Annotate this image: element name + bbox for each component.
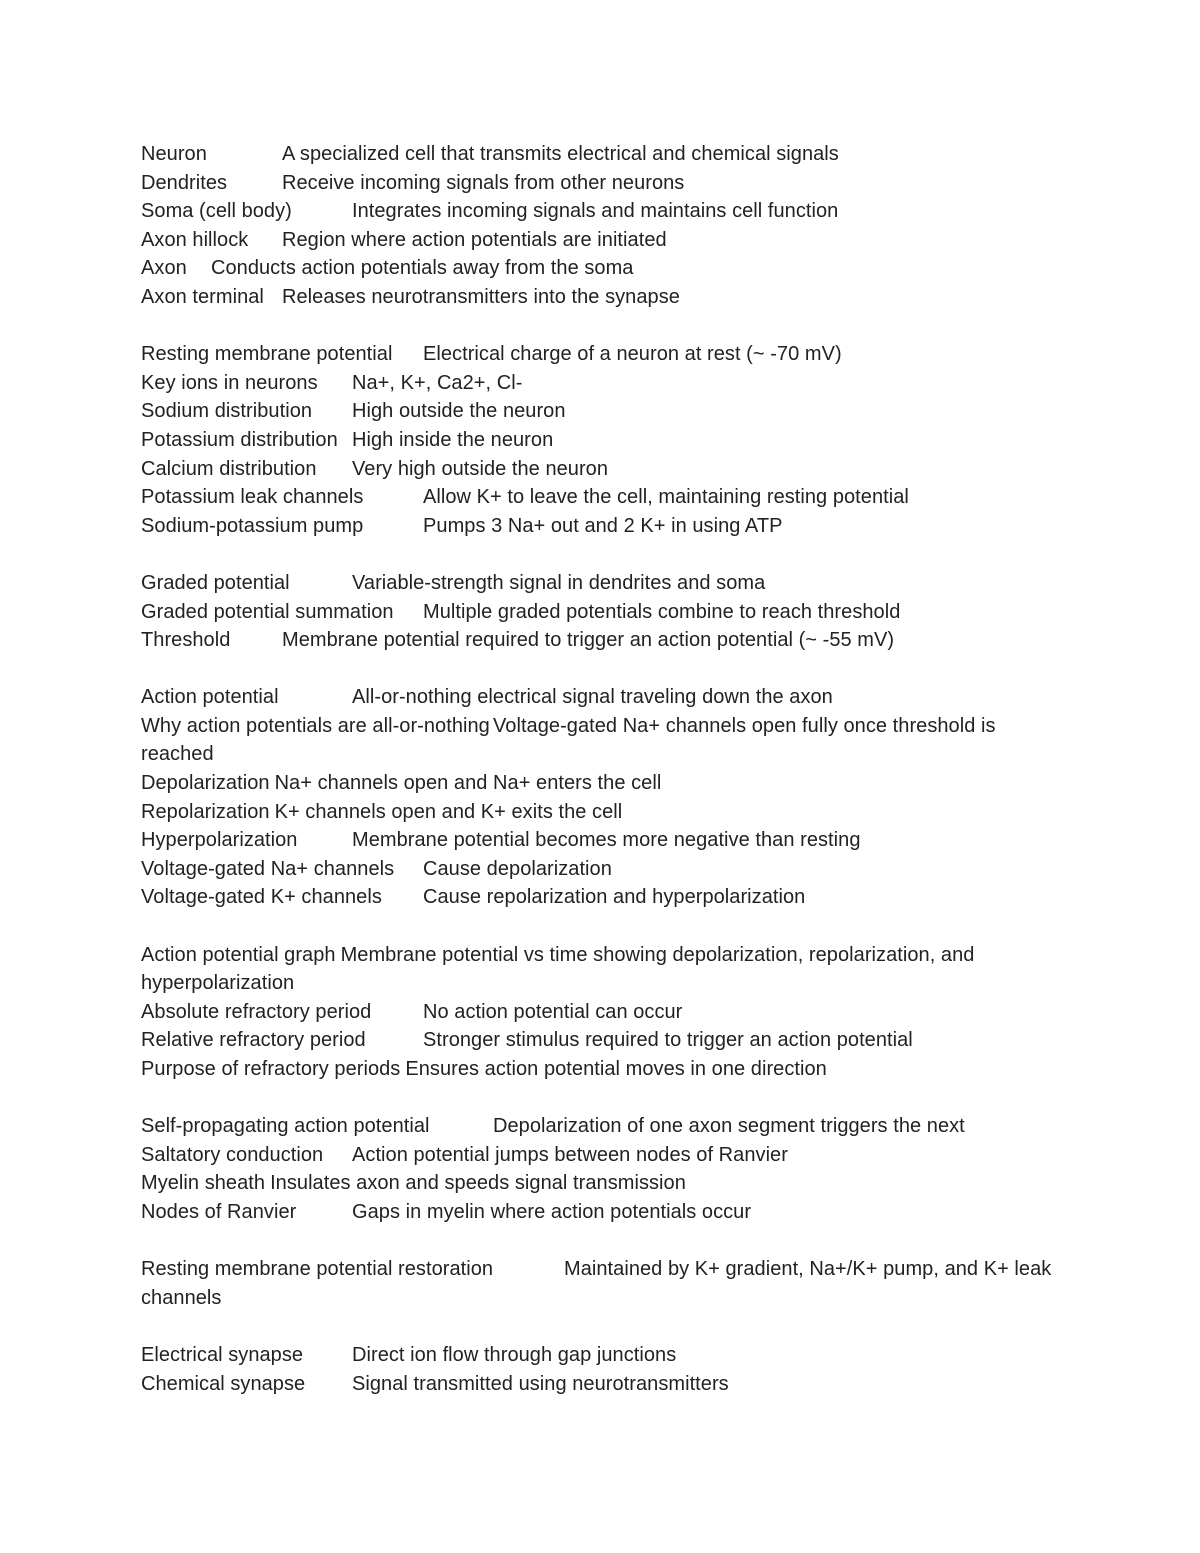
definition: Cause repolarization and hyperpolarization — [423, 886, 806, 909]
glossary-entry — [141, 1198, 1061, 1227]
definition: Pumps 3 Na+ out and 2 K+ in using ATP — [423, 514, 783, 537]
term: Potassium distribution — [141, 428, 338, 451]
definition: Depolarization of one axon segment triggers the next — [493, 1115, 965, 1138]
definition: K+ channels open and K+ exits the cell — [274, 800, 623, 823]
definition: Ensures action potential moves in one direction — [405, 1058, 827, 1080]
glossary-entry — [141, 569, 1061, 598]
section-conduction — [141, 1112, 1061, 1226]
definition: Direct ion flow through gap junctions — [352, 1343, 677, 1366]
definition: Insulates axon and speeds signal transmission — [270, 1172, 686, 1195]
term: Purpose of refractory periods — [141, 1058, 401, 1080]
section-action-potentials — [141, 683, 1061, 912]
glossary-entry — [141, 998, 1061, 1027]
glossary-entry — [141, 683, 1061, 712]
glossary-entry — [141, 455, 1061, 484]
glossary-entry — [141, 1255, 1061, 1312]
section-graded-potentials — [141, 569, 1061, 655]
definition: Releases neurotransmitters into the synapse — [282, 285, 680, 308]
term: Myelin sheath — [141, 1172, 266, 1195]
glossary-entry — [141, 1112, 1061, 1141]
term: Depolarization — [141, 772, 270, 795]
definition: Na+, K+, Ca2+, Cl- — [352, 371, 523, 394]
glossary-entry — [141, 826, 1061, 855]
glossary-entry — [141, 941, 1061, 998]
term: Relative refractory period — [141, 1029, 366, 1052]
definition: Cause depolarization — [423, 857, 612, 880]
definition: High outside the neuron — [352, 400, 566, 423]
definition: Na+ channels open and Na+ enters the cell — [274, 772, 662, 795]
definition: Allow K+ to leave the cell, maintaining resting potential — [423, 486, 909, 509]
glossary-entry — [141, 197, 1061, 226]
glossary-entry — [141, 140, 1061, 169]
glossary-entry — [141, 1169, 1061, 1198]
definition: Membrane potential required to trigger an action potential (~ -55 mV) — [282, 629, 895, 652]
definition: Maintained by K+ gradient, Na+/K+ pump, and K+ leak channels — [141, 1258, 1052, 1309]
glossary-entry — [141, 798, 1061, 827]
glossary-entry — [141, 883, 1061, 912]
glossary-entry — [141, 283, 1061, 312]
definition: No action potential can occur — [423, 1000, 683, 1023]
definition: Receive incoming signals from other neurons — [282, 171, 685, 194]
glossary-entry — [141, 254, 1061, 283]
definition: Voltage-gated Na+ channels open fully once threshold is reached — [141, 714, 996, 766]
term: Dendrites — [141, 171, 228, 194]
glossary-entry — [141, 712, 1061, 769]
term: Axon hillock — [141, 228, 249, 251]
definition: Conducts action potentials away from the soma — [211, 257, 634, 280]
glossary-entry — [141, 626, 1061, 655]
term: Hyperpolarization — [141, 829, 298, 852]
glossary-entry — [141, 169, 1061, 198]
term: Self-propagating action potential — [141, 1115, 430, 1138]
definition: A specialized cell that transmits electrical and chemical signals — [282, 143, 839, 165]
definition: Gaps in myelin where action potentials occur — [352, 1200, 752, 1223]
term: Sodium distribution — [141, 400, 313, 423]
glossary-entry — [141, 483, 1061, 512]
document-page — [141, 140, 1061, 1427]
glossary-entry — [141, 397, 1061, 426]
definition: Membrane potential vs time showing depolarization, repolarization, and hyperpolarization — [141, 943, 975, 995]
term: Chemical synapse — [141, 1372, 306, 1395]
definition: Integrates incoming signals and maintains cell function — [352, 200, 839, 223]
term: Graded potential — [141, 571, 290, 594]
definition: Action potential jumps between nodes of Ranvier — [352, 1143, 788, 1166]
glossary-entry — [141, 1055, 1061, 1084]
glossary-entry — [141, 369, 1061, 398]
glossary-entry — [141, 1341, 1061, 1370]
glossary-entry — [141, 855, 1061, 884]
term: Electrical synapse — [141, 1343, 304, 1366]
term: Threshold — [141, 629, 231, 652]
term: Voltage-gated K+ channels — [141, 886, 382, 909]
glossary-entry — [141, 1370, 1061, 1399]
term: Saltatory conduction — [141, 1143, 324, 1166]
term: Soma (cell body) — [141, 200, 292, 223]
term: Nodes of Ranvier — [141, 1200, 297, 1223]
definition: Multiple graded potentials combine to reach threshold — [423, 600, 901, 623]
term: Graded potential summation — [141, 600, 394, 623]
definition: Region where action potentials are initiated — [282, 228, 667, 251]
glossary-entry — [141, 1026, 1061, 1055]
section-synapses — [141, 1341, 1061, 1398]
term: Calcium distribution — [141, 457, 317, 480]
term: Voltage-gated Na+ channels — [141, 857, 395, 880]
section-neuron-structure — [141, 140, 1061, 312]
definition: Signal transmitted using neurotransmitters — [352, 1372, 729, 1395]
term: Action potential graph — [141, 943, 336, 966]
term: Resting membrane potential — [141, 343, 393, 366]
term: Axon terminal — [141, 285, 264, 308]
glossary-entry — [141, 512, 1061, 541]
definition: Electrical charge of a neuron at rest (~ -70 mV) — [423, 343, 842, 366]
glossary-entry — [141, 226, 1061, 255]
definition: Membrane potential becomes more negative than resting — [352, 829, 861, 852]
definition: Variable-strength signal in dendrites and soma — [352, 571, 766, 594]
glossary-entry — [141, 769, 1061, 798]
term: Axon — [141, 257, 187, 280]
term: Potassium leak channels — [141, 486, 364, 509]
section-restoration — [141, 1255, 1061, 1312]
term: Action potential — [141, 686, 279, 709]
definition: All-or-nothing electrical signal traveling down the axon — [352, 686, 833, 709]
term: Why action potentials are all-or-nothing — [141, 714, 490, 737]
glossary-entry — [141, 598, 1061, 627]
term: Key ions in neurons — [141, 371, 318, 394]
definition: Stronger stimulus required to trigger an action potential — [423, 1029, 913, 1052]
glossary-entry — [141, 1141, 1061, 1170]
section-refractory-periods — [141, 941, 1061, 1084]
glossary-entry — [141, 426, 1061, 455]
definition: Very high outside the neuron — [352, 457, 609, 480]
definition: High inside the neuron — [352, 428, 554, 451]
section-membrane-potential — [141, 340, 1061, 540]
term: Repolarization — [141, 800, 270, 823]
term: Sodium-potassium pump — [141, 514, 364, 537]
term: Resting membrane potential restoration — [141, 1258, 494, 1281]
term: Neuron — [141, 143, 207, 165]
glossary-entry — [141, 340, 1061, 369]
term: Absolute refractory period — [141, 1000, 372, 1023]
